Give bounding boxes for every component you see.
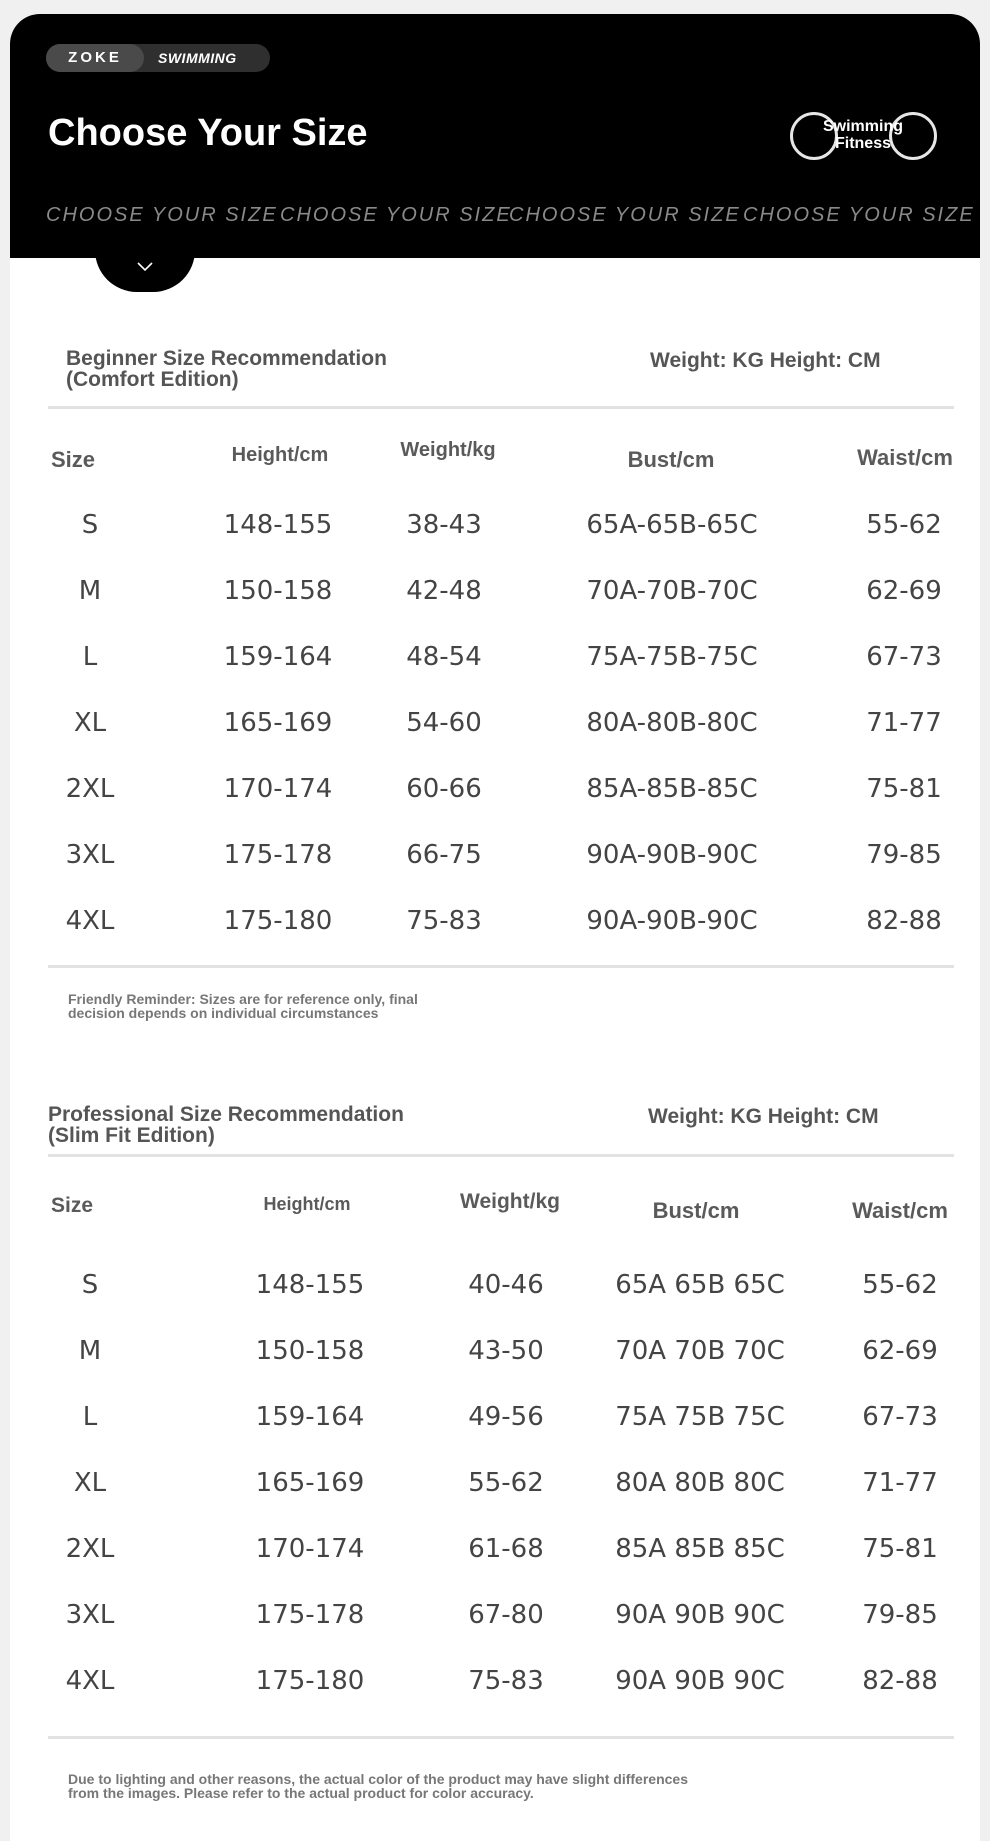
professional-col-size: Size bbox=[50, 1194, 94, 1217]
professional-cell-waist: 71-77 bbox=[862, 1468, 938, 1498]
beginner-cell-height: 150-158 bbox=[223, 576, 333, 606]
swimming-fitness-badge bbox=[788, 110, 938, 162]
beginner-cell-size: M bbox=[78, 576, 102, 606]
professional-cell-weight: 75-83 bbox=[468, 1666, 544, 1696]
professional-col-bust: Bust/cm bbox=[652, 1198, 740, 1223]
professional-cell-bust: 90A 90B 90C bbox=[615, 1666, 785, 1696]
divider bbox=[48, 1154, 954, 1157]
professional-cell-height: 159-164 bbox=[255, 1402, 365, 1432]
beginner-cell-waist: 67-73 bbox=[866, 642, 942, 672]
professional-cell-bust: 85A 85B 85C bbox=[615, 1534, 785, 1564]
beginner-cell-waist: 62-69 bbox=[866, 576, 942, 606]
beginner-cell-weight: 54-60 bbox=[406, 708, 482, 738]
beginner-cell-size: 4XL bbox=[65, 906, 115, 936]
beginner-cell-bust: 70A-70B-70C bbox=[586, 576, 758, 606]
page-title: Choose Your Size bbox=[48, 112, 368, 154]
professional-cell-bust: 65A 65B 65C bbox=[615, 1270, 785, 1300]
marquee-text-2: CHOOSE YOUR SIZE bbox=[280, 204, 512, 226]
beginner-cell-height: 148-155 bbox=[223, 510, 333, 540]
professional-cell-weight: 55-62 bbox=[468, 1468, 544, 1498]
professional-cell-waist: 62-69 bbox=[862, 1336, 938, 1366]
beginner-cell-waist: 79-85 bbox=[866, 840, 942, 870]
professional-cell-weight: 67-80 bbox=[468, 1600, 544, 1630]
marquee-text-3: CHOOSE YOUR SIZE bbox=[509, 204, 741, 226]
beginner-section-title: Beginner Size Recommendation (Comfort Edition) bbox=[66, 347, 387, 391]
beginner-col-size: Size bbox=[50, 447, 96, 472]
beginner-cell-weight: 66-75 bbox=[406, 840, 482, 870]
brand-pill bbox=[46, 44, 270, 72]
beginner-cell-size: L bbox=[82, 642, 98, 672]
beginner-cell-height: 165-169 bbox=[223, 708, 333, 738]
beginner-cell-waist: 71-77 bbox=[866, 708, 942, 738]
professional-cell-bust: 80A 80B 80C bbox=[615, 1468, 785, 1498]
professional-cell-size: S bbox=[81, 1270, 99, 1300]
beginner-col-height: Height/cm bbox=[231, 444, 329, 466]
beginner-col-waist: Waist/cm bbox=[857, 445, 953, 470]
divider bbox=[48, 406, 954, 409]
beginner-col-bust: Bust/cm bbox=[627, 447, 715, 472]
badge-line-1: Swimming bbox=[822, 118, 903, 135]
beginner-cell-weight: 38-43 bbox=[406, 510, 482, 540]
professional-cell-waist: 82-88 bbox=[862, 1666, 938, 1696]
divider bbox=[48, 965, 954, 968]
professional-cell-waist: 79-85 bbox=[862, 1600, 938, 1630]
professional-cell-weight: 40-46 bbox=[468, 1270, 544, 1300]
header-banner bbox=[10, 14, 980, 258]
professional-cell-size: 2XL bbox=[65, 1534, 115, 1564]
marquee-text-1: CHOOSE YOUR SIZE bbox=[46, 204, 278, 226]
beginner-cell-height: 170-174 bbox=[223, 774, 333, 804]
beginner-cell-size: S bbox=[81, 510, 99, 540]
brand-tag: SWIMMING bbox=[158, 50, 237, 66]
professional-units-label: Weight: KG Height: CM bbox=[648, 1105, 879, 1128]
professional-section-title: Professional Size Recommendation (Slim Fit Edition) bbox=[48, 1103, 404, 1147]
professional-col-height: Height/cm bbox=[263, 1194, 351, 1214]
professional-cell-waist: 67-73 bbox=[862, 1402, 938, 1432]
professional-cell-size: 3XL bbox=[65, 1600, 115, 1630]
beginner-cell-waist: 82-88 bbox=[866, 906, 942, 936]
professional-cell-size: XL bbox=[73, 1468, 107, 1498]
header-notch bbox=[95, 250, 195, 292]
beginner-cell-waist: 75-81 bbox=[866, 774, 942, 804]
chevron-down-icon bbox=[131, 258, 159, 278]
professional-cell-waist: 75-81 bbox=[862, 1534, 938, 1564]
professional-cell-size: 4XL bbox=[65, 1666, 115, 1696]
badge-text bbox=[788, 118, 938, 152]
beginner-reminder-note: Friendly Reminder: Sizes are for reference only, final decision depends on individual circumstances bbox=[68, 991, 418, 1021]
beginner-cell-bust: 75A-75B-75C bbox=[586, 642, 758, 672]
beginner-cell-waist: 55-62 bbox=[866, 510, 942, 540]
professional-cell-weight: 49-56 bbox=[468, 1402, 544, 1432]
beginner-units-label: Weight: KG Height: CM bbox=[650, 349, 881, 372]
professional-cell-weight: 43-50 bbox=[468, 1336, 544, 1366]
beginner-cell-weight: 60-66 bbox=[406, 774, 482, 804]
color-disclaimer-note: Due to lighting and other reasons, the actual color of the product may have slight differences from the images. Please refer to the actual product for color accuracy. bbox=[68, 1771, 688, 1801]
beginner-cell-size: 3XL bbox=[65, 840, 115, 870]
beginner-cell-weight: 75-83 bbox=[406, 906, 482, 936]
beginner-col-weight: Weight/kg bbox=[400, 439, 496, 461]
professional-col-waist: Waist/cm bbox=[852, 1198, 948, 1223]
beginner-cell-bust: 85A-85B-85C bbox=[586, 774, 758, 804]
divider bbox=[48, 1736, 954, 1739]
professional-cell-height: 150-158 bbox=[255, 1336, 365, 1366]
professional-cell-height: 148-155 bbox=[255, 1270, 365, 1300]
professional-cell-weight: 61-68 bbox=[468, 1534, 544, 1564]
marquee-text-4: CHOOSE YOUR SIZE bbox=[743, 204, 975, 226]
professional-cell-waist: 55-62 bbox=[862, 1270, 938, 1300]
beginner-cell-height: 175-178 bbox=[223, 840, 333, 870]
beginner-cell-weight: 48-54 bbox=[406, 642, 482, 672]
professional-cell-size: M bbox=[78, 1336, 102, 1366]
professional-cell-size: L bbox=[82, 1402, 98, 1432]
beginner-cell-bust: 90A-90B-90C bbox=[586, 840, 758, 870]
professional-cell-height: 170-174 bbox=[255, 1534, 365, 1564]
beginner-cell-bust: 90A-90B-90C bbox=[586, 906, 758, 936]
beginner-cell-bust: 65A-65B-65C bbox=[586, 510, 758, 540]
size-guide-card bbox=[10, 14, 980, 1841]
beginner-cell-height: 159-164 bbox=[223, 642, 333, 672]
professional-cell-height: 175-180 bbox=[255, 1666, 365, 1696]
beginner-cell-size: XL bbox=[73, 708, 107, 738]
professional-cell-bust: 70A 70B 70C bbox=[615, 1336, 785, 1366]
professional-cell-height: 175-178 bbox=[255, 1600, 365, 1630]
professional-col-weight: Weight/kg bbox=[460, 1190, 560, 1213]
beginner-cell-size: 2XL bbox=[65, 774, 115, 804]
beginner-cell-height: 175-180 bbox=[223, 906, 333, 936]
badge-line-2: Fitness bbox=[834, 135, 891, 152]
professional-cell-bust: 90A 90B 90C bbox=[615, 1600, 785, 1630]
professional-cell-bust: 75A 75B 75C bbox=[615, 1402, 785, 1432]
brand-logo: ZOKE bbox=[46, 44, 144, 72]
beginner-cell-weight: 42-48 bbox=[406, 576, 482, 606]
beginner-cell-bust: 80A-80B-80C bbox=[586, 708, 758, 738]
professional-cell-height: 165-169 bbox=[255, 1468, 365, 1498]
